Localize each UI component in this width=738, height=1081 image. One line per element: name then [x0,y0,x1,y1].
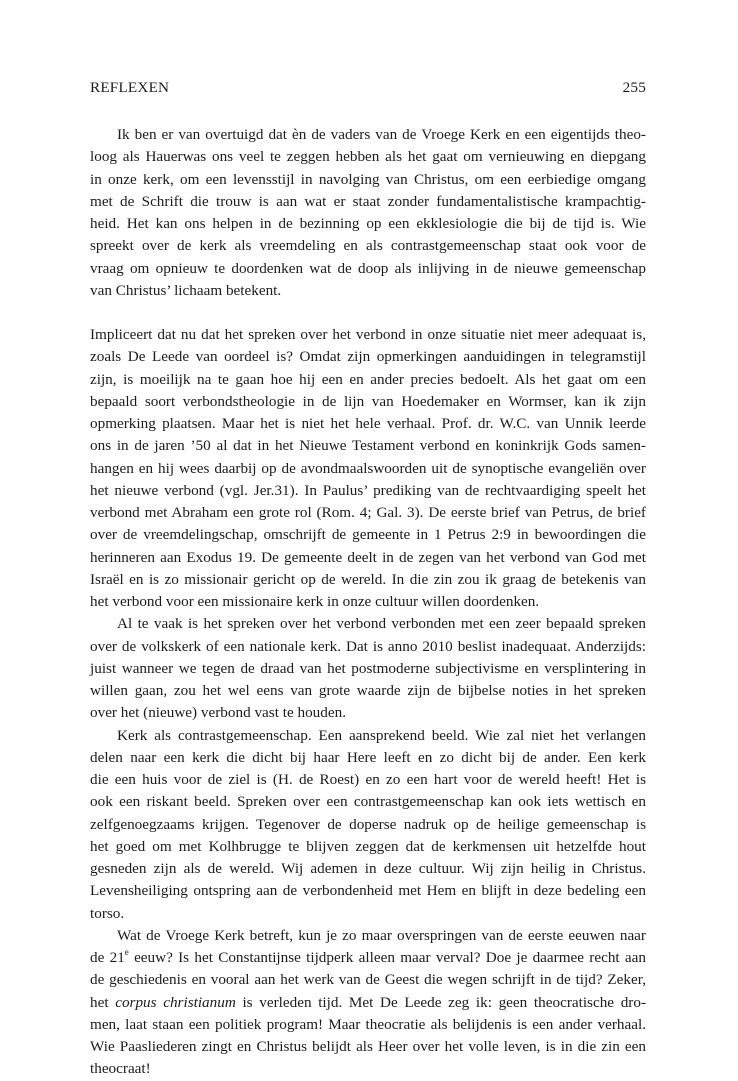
text-line: Ik ben er van overtuigd dat èn de vaders van de Vroege Kerk en een eigentijds theo- [117,126,646,143]
text-line: Kerk als contrastgemeenschap. Een aansprekend beeld. Wie zal niet het verlangen [117,726,646,744]
text-line [90,947,646,969]
text-line: Al te vaak is het spreken over het verbond verbonden met een zeer bepaald spreken [117,615,646,633]
text-line: hangen en hij wees daarbij op de avondmaalswoorden uit de synoptische evangeliën over [90,459,646,477]
text-line: over de vreemdelingschap, omschrijft de gemeente in 1 Petrus 2:9 in bewoordingen die [90,526,646,544]
text-line: in onze kerk, om een levensstijl in navolging van Christus, om een eerbiedige omgang [90,170,646,188]
text-line: spreekt over de kerk als vreemdeling en als contrastgemeenschap staat ook voor de [90,237,646,255]
text-line: het nieuwe verbond (vgl. Jer.31). In Paulus’ prediking van de rechtvaardiging speelt het [90,481,646,499]
text-line [90,992,646,1014]
text-line: herinneren aan Exodus 19. De gemeente deelt in de zegen van het verbond van God met [90,548,646,566]
superscript: e [124,946,129,957]
paragraph-3 [90,613,646,724]
text-line: het goed om met Kolhbrugge te blijven zeggen dat de kerkmensen uit hetzelfde hout [90,837,646,855]
page-number: 255 [622,79,646,96]
text-line: opmerking plaatsen. Maar het is niet het hele verhaal. Prof. dr. W.C. van Unnik leerde [90,415,646,432]
text-line: Israël en is zo missionair gericht op de wereld. In die zin zou ik graag de betekenis van [90,570,646,588]
text-line: torso. [90,904,125,922]
text-line: verbond met Abraham een grote rol (Rom. 4; Gal. 3). De eerste brief van Petrus, de brief [90,504,646,521]
text-line: heid. Het kan ons helpen in de bezinning op een ekklesiologie die bij de tijd is. Wie [90,215,646,232]
text-line: gesneden zijn als de wereld. Wij ademen in deze cultuur. Wij zijn heilig in Christus. [90,860,646,877]
paragraph-1 [90,124,646,302]
text-line: Impliceert dat nu dat het spreken over het verbond in onze situatie niet meer adequaat is, [90,326,646,343]
paragraph-5 [90,925,646,1081]
text-line: over de volkskerk of een nationale kerk. Dat is anno 2010 beslist inadequaat. Anderzijds: [90,637,646,655]
text-line: het verbond voor een missionaire kerk in onze cultuur willen doordenken. [90,593,540,610]
text-line: willen gaan, zou het wel eens van grote waarde zijn de bijbelse noties in het spreken [90,682,646,699]
text-segment: is verleden tijd. Met De Leede zeg ik: geen theocratische dro- [235,993,647,1011]
text-segment: de 21 [90,949,125,966]
text-line: Levensheiliging ontspring aan de verbondenheid met Hem en blijft in deze bedeling een [90,882,646,900]
text-line: zoals De Leede van oordeel is? Omdat zijn opmerkingen aanduidingen in telegramstijl [90,348,646,366]
text-line: ons in de jaren ’50 al dat in het Nieuwe Testament verbond en koninkrijk Gods samen- [90,437,646,455]
paragraph-4 [90,725,646,925]
text-line: vraag om opnieuw te doordenken wat de doop als inlijving in de nieuwe gemeenschap [90,259,646,277]
text-line: theocraat! [90,1060,151,1078]
text-line: juist wanneer we tegen de draad van het postmoderne subjectivisme en versplintering in [90,659,646,677]
text-line: men, laat staan een politiek program! Maar theocratie als belijdenis is een ander verhaal. [90,1015,646,1033]
body-text [90,124,646,1081]
text-line: bepaald soort verbondstheologie in de lijn van Hoedemaker en Wormser, kan ik zijn [90,392,646,410]
text-line: zijn, is moeilijk na te gaan hoe hij een en ander precies bedoelt. Als het gaat om een [90,370,646,388]
text-line: die een huis voor de ziel is (H. de Roest) en zo een hart voor de wereld heeft! Het is [90,771,646,788]
text-line: over het (nieuwe) verbond vast te houden. [90,704,346,722]
text-segment: eeuw? Is het Constantijnse tijdperk alleen maar verval? Doe je daarmee recht aan [128,949,646,966]
running-title: REFLEXEN [90,79,170,96]
text-line: zelfgenoegzaams krijgen. Tegenover de doperse nadruk op de heilige gemeenschap is [90,815,646,833]
text-line: Wie Paasliederen zingt en Christus belijdt als Heer over het volle leven, is in die zin een [90,1038,646,1055]
page [90,78,646,1081]
italic-term: corpus christianum [115,993,236,1011]
text-line: Wat de Vroege Kerk betreft, kun je zo maar overspringen van de eerste eeuwen naar [117,926,646,944]
text-line: ook een riskant beeld. Spreken over een contrastgemeenschap kan ook iets wettisch en [90,793,646,811]
text-segment: het [90,993,116,1011]
text-line: de geschiedenis en vooral aan het werk van de Geest die wegen schrijft in de tijd? Zeker, [90,971,646,989]
text-line: met de Schrift die trouw is aan wat er staat zonder fundamentalistische krampachtig- [90,192,646,210]
running-head [90,78,646,98]
text-line: van Christus’ lichaam betekent. [90,281,282,299]
text-line: delen naar een kerk die dicht bij haar Here leeft en zo dicht bij de ander. Een kerk [90,748,646,766]
paragraph-2 [90,324,646,613]
text-line: loog als Hauerwas ons veel te zeggen hebben als het gaat om vernieuwing en diepgang [90,148,646,166]
